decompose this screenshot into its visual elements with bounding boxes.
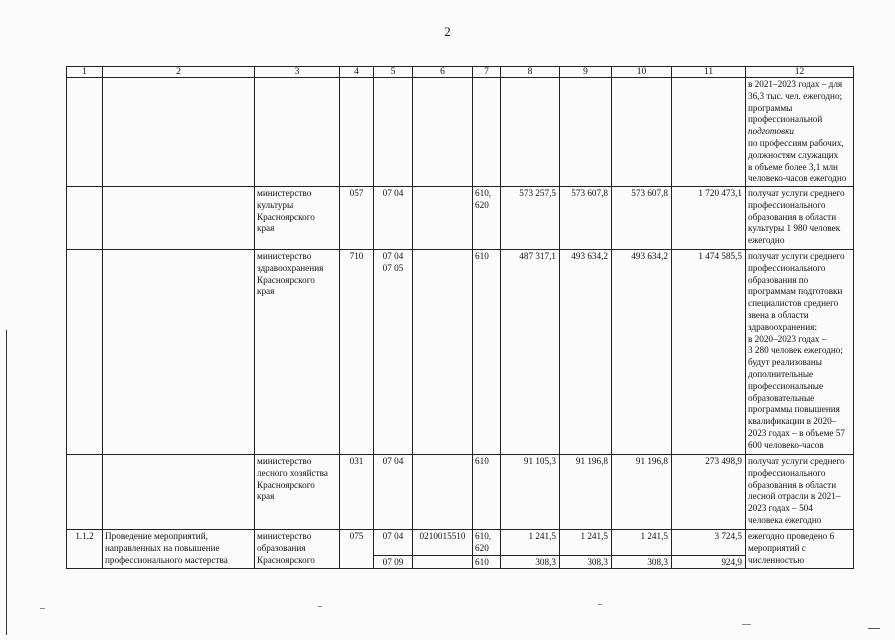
col-header: 1 [67, 67, 103, 78]
table-row [67, 250, 854, 455]
result-cell: получат услуги среднего профессионального образования в области лесной отрасли в 2021– 2023 годах – 504 человека ежегодно [746, 455, 854, 530]
grbs-code: 710 [340, 250, 374, 455]
expense-type: 610 [473, 555, 501, 569]
grbs-code: 031 [340, 455, 374, 530]
col-header: 4 [340, 67, 374, 78]
measure-name: Проведение мероприятий, направленных на повышение профессионального мастерства [103, 530, 255, 569]
scan-speck [742, 624, 751, 625]
section-code: 07 04 [374, 455, 413, 530]
col-header: 6 [413, 67, 473, 78]
result-cell: в 2021–2023 годах – для 36,3 тыс. чел. ежегодно; программы профессиональной подготовки по профессиям рабочих, должностям служащих в объеме более 3,1 млн человеко-часов ежегодно [746, 78, 854, 187]
expense-type: 610 [473, 455, 501, 530]
amount-total: 1 474 585,5 [672, 250, 746, 455]
amount-2021: 573 257,5 [501, 187, 560, 250]
amount-2022: 573 607,8 [560, 187, 612, 250]
program-table [66, 66, 853, 569]
section-code: 07 04 [374, 187, 413, 250]
amount-2021: 487 317,1 [501, 250, 560, 455]
amount-total: 924,9 [672, 555, 746, 569]
amount-2022: 493 634,2 [560, 250, 612, 455]
col-header: 5 [374, 67, 413, 78]
col-header: 3 [255, 67, 340, 78]
table-row [67, 187, 854, 250]
amount-2021: 1 241,5 [501, 530, 560, 556]
target-code: 0210015510 [413, 530, 473, 556]
scan-speck [40, 608, 45, 609]
scan-speck [318, 606, 322, 607]
amount-total: 273 498,9 [672, 455, 746, 530]
expense-type: 610, 620 [473, 530, 501, 556]
table-row [67, 78, 854, 187]
amount-2023: 573 607,8 [612, 187, 672, 250]
table-row [67, 455, 854, 530]
amount-2023: 91 196,8 [612, 455, 672, 530]
section-code: 07 04 07 05 [374, 250, 413, 455]
amount-2022: 308,3 [560, 555, 612, 569]
col-header: 9 [560, 67, 612, 78]
amount-2023: 493 634,2 [612, 250, 672, 455]
page-number: 2 [444, 24, 451, 39]
col-header: 8 [501, 67, 560, 78]
amount-2023: 1 241,5 [612, 530, 672, 556]
amount-total: 3 724,5 [672, 530, 746, 556]
executor-cell: министерство лесного хозяйства Красноярского края [255, 455, 340, 530]
amount-total: 1 720 473,1 [672, 187, 746, 250]
section-code: 07 09 [374, 555, 413, 569]
col-header: 10 [612, 67, 672, 78]
result-cell: получат услуги среднего профессионального образования по программам подготовки специалистов среднего звена в области здравоохранения: в 2020–2023 годах – 3 280 человек ежегодно; будут реализованы дополнительные профессиональные образовательные программы повышения квалификации в 2020– 2023 годах – в объеме 57 600 человеко-часов [746, 250, 854, 455]
amount-2021: 308,3 [501, 555, 560, 569]
expense-type: 610 [473, 250, 501, 455]
item-number: 1.1.2 [67, 530, 103, 569]
result-cell: ежегодно проведено 6 мероприятий с численностью [746, 530, 854, 569]
scan-speck [868, 628, 880, 629]
result-cell: получат услуги среднего профессионального образования в области культуры 1 980 человек ежегодно [746, 187, 854, 250]
amount-2023: 308,3 [612, 555, 672, 569]
executor-cell: министерство здравоохранения Красноярского края [255, 250, 340, 455]
header-row [67, 67, 854, 78]
expense-type: 610, 620 [473, 187, 501, 250]
amount-2022: 91 196,8 [560, 455, 612, 530]
executor-cell: министерство культуры Красноярского края [255, 187, 340, 250]
target-code [413, 555, 473, 569]
grbs-code: 057 [340, 187, 374, 250]
section-code: 07 04 [374, 530, 413, 556]
col-header: 7 [473, 67, 501, 78]
grbs-code: 075 [340, 530, 374, 569]
scan-speck [598, 604, 602, 605]
margin-line [6, 330, 7, 635]
table-row [67, 530, 854, 556]
amount-2022: 1 241,5 [560, 530, 612, 556]
executor-cell: министерство образования Красноярского [255, 530, 340, 569]
col-header: 2 [103, 67, 255, 78]
amount-2021: 91 105,3 [501, 455, 560, 530]
col-header: 12 [746, 67, 854, 78]
col-header: 11 [672, 67, 746, 78]
